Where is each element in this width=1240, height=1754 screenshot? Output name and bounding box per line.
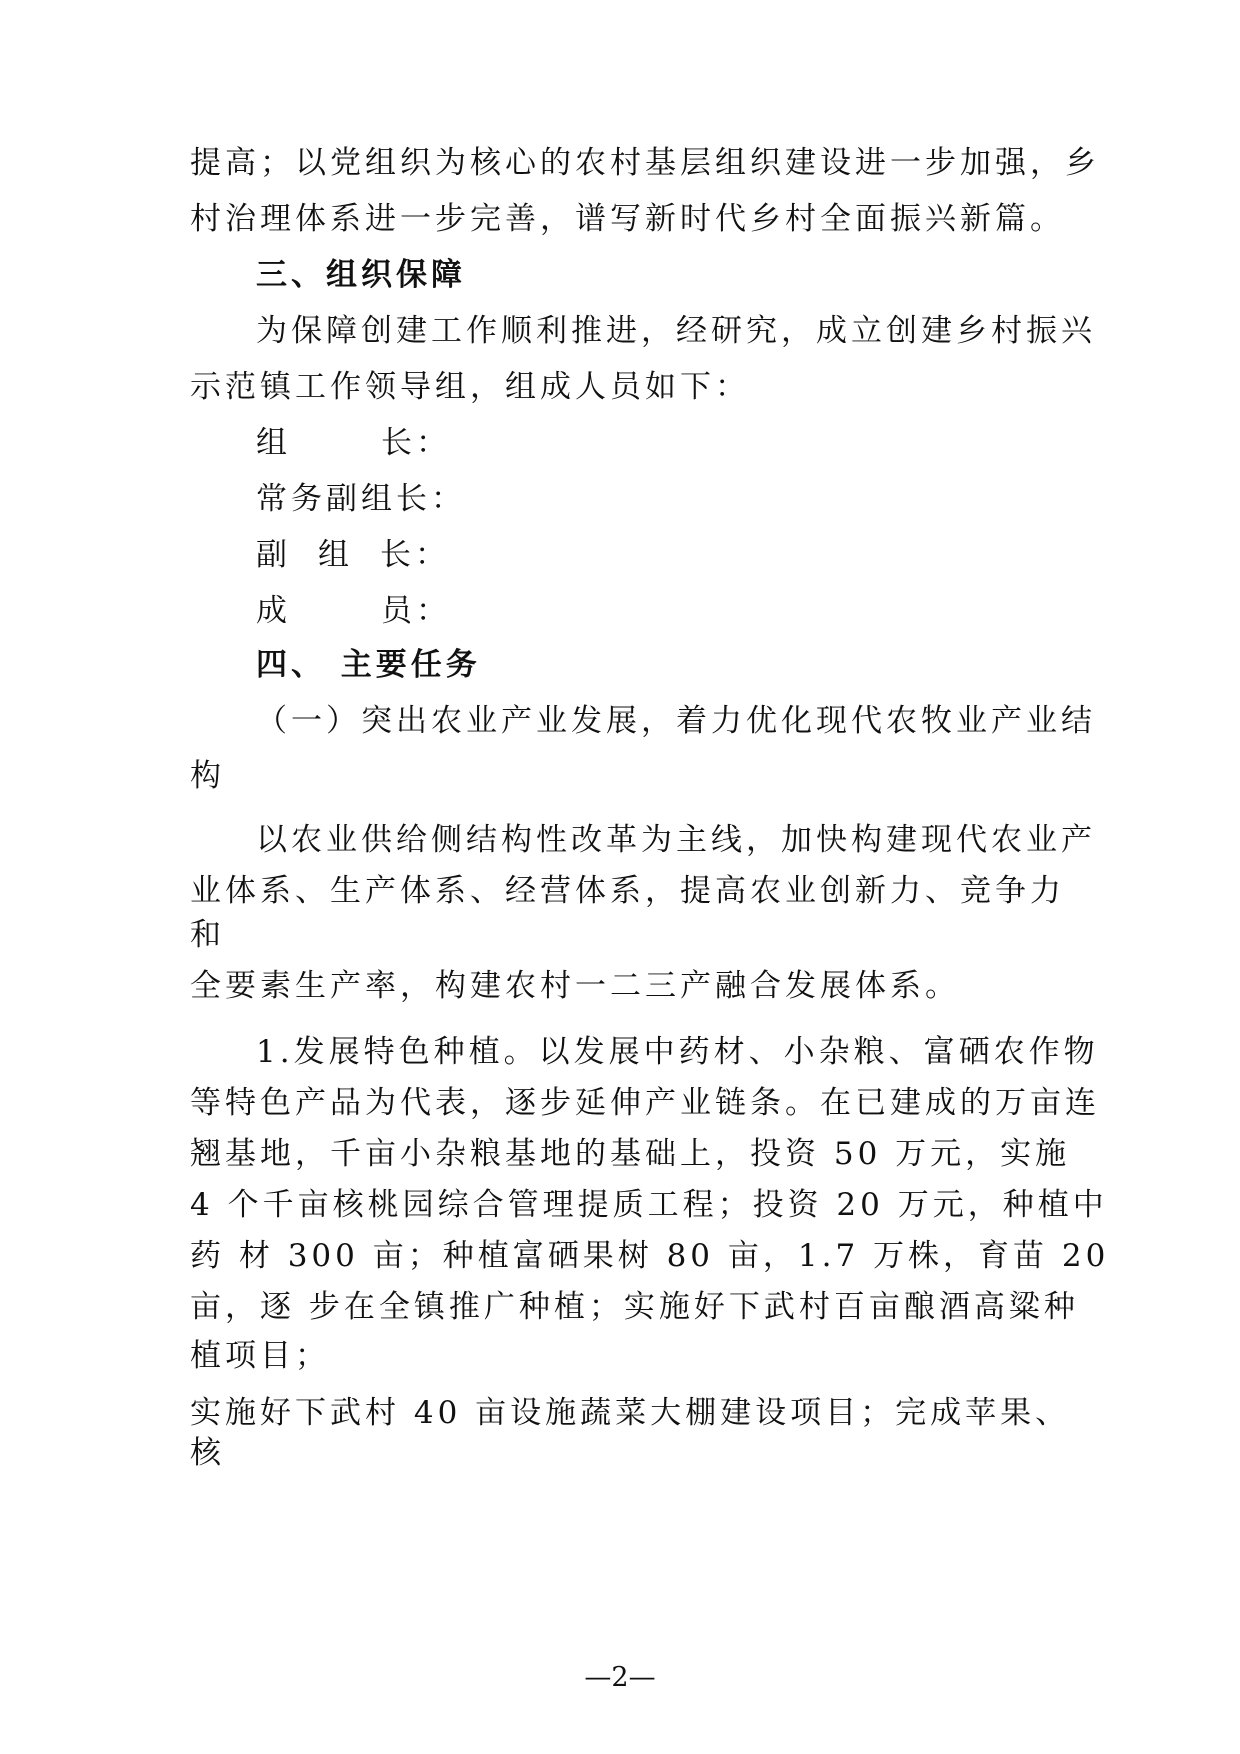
paragraph-line: 提高；以党组织为核心的农村基层组织建设进一步加强，乡: [190, 145, 1100, 181]
paragraph-line: 全要素生产率，构建农村一二三产融合发展体系。: [190, 968, 960, 1004]
role-deputy-char1: 副: [256, 537, 291, 573]
section-heading: 三、组织保障: [256, 257, 466, 293]
paragraph-line: 药 材 300 亩；种植富硒果树 80 亩，1.7 万株，育苗 20: [190, 1238, 1110, 1274]
role-leader: [256, 423, 451, 463]
role-executive-deputy: [256, 479, 466, 519]
role-deputy-char2: 组: [318, 537, 353, 573]
paragraph-line: 等特色产品为代表，逐步延伸产业链条。在已建成的万亩连: [190, 1085, 1100, 1121]
role-member: [256, 591, 451, 631]
paragraph-line: 实施好下武村 40 亩设施蔬菜大棚建设项目；完成苹果、: [190, 1395, 1071, 1431]
role-member-char1: 成: [256, 593, 291, 629]
paragraph-line: 核: [190, 1435, 225, 1471]
paragraph-line: 植项目；: [190, 1338, 330, 1374]
paragraph-line: 1.发展特色种植。以发展中药材、小杂粮、富硒农作物: [256, 1034, 1099, 1070]
paragraph-line: 以农业供给侧结构性改革为主线，加快构建现代农业产: [256, 822, 1096, 858]
paragraph-line: 4 个千亩核桃园综合管理提质工程；投资 20 万元，种植中: [190, 1187, 1108, 1223]
role-member-char2: 员：: [381, 593, 451, 629]
role-executive-deputy-label: 常务副组长：: [256, 481, 466, 517]
role-deputy: [256, 535, 450, 575]
subsection-heading-cont: 构: [190, 758, 225, 794]
paragraph-line: 村治理体系进一步完善，谱写新时代乡村全面振兴新篇。: [190, 201, 1065, 237]
role-leader-char2: 长：: [381, 425, 451, 461]
paragraph-line: 和: [190, 917, 225, 953]
subsection-heading: （一）突出农业产业发展，着力优化现代农牧业产业结: [256, 703, 1096, 739]
paragraph-line: 业体系、生产体系、经营体系，提高农业创新力、竞争力: [190, 873, 1065, 909]
paragraph-line: 示范镇工作领导组，组成人员如下：: [190, 369, 750, 405]
paragraph-line: 为保障创建工作顺利推进，经研究，成立创建乡村振兴: [256, 313, 1096, 349]
paragraph-line: 翘基地，千亩小杂粮基地的基础上，投资 50 万元，实施: [190, 1136, 1071, 1172]
paragraph-line: 亩，逐 步在全镇推广种植；实施好下武村百亩酿酒高粱种: [190, 1289, 1079, 1325]
role-deputy-char3: 长：: [380, 537, 450, 573]
page-number: —2—: [584, 1662, 656, 1693]
role-leader-char1: 组: [256, 425, 291, 461]
section-heading: 四、 主要任务: [256, 647, 481, 683]
